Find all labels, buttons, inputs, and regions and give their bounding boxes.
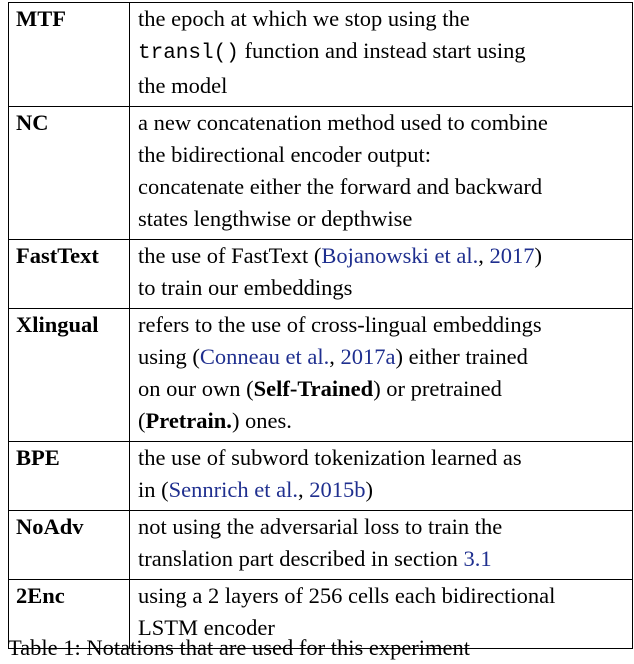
bold-term: Pretrain. <box>145 408 232 433</box>
term-cell: MTF <box>9 3 130 107</box>
citation-author-link[interactable]: Sennrich et al. <box>168 477 298 502</box>
description-text: ) <box>534 243 542 268</box>
term-cell: 2Enc <box>9 580 130 649</box>
description-text: using ( <box>138 344 200 369</box>
description-cell <box>130 442 633 511</box>
description-text: , <box>297 477 310 502</box>
description-cell <box>130 240 633 309</box>
table-row <box>9 3 633 107</box>
description-text: , <box>478 243 490 268</box>
description-text: ) or pretrained <box>373 376 502 401</box>
description-text: to train our embeddings <box>138 275 353 300</box>
term-cell: BPE <box>9 442 130 511</box>
citation-year-link[interactable]: 2017a <box>340 344 396 369</box>
term-cell: NC <box>9 107 130 240</box>
table-row <box>9 442 633 511</box>
description-text: the epoch at which we stop using the <box>138 6 470 31</box>
description-text: ) <box>365 477 373 502</box>
term-cell: FastText <box>9 240 130 309</box>
section-ref-link[interactable]: 3.1 <box>463 546 492 571</box>
description-text: the use of subword tokenization learned as <box>138 445 522 470</box>
description-text: concatenate either the forward and backward <box>138 174 543 199</box>
description-cell <box>130 511 633 580</box>
description-text: the model <box>138 73 228 98</box>
description-text: ( <box>138 408 146 433</box>
abbreviation-table <box>8 2 633 649</box>
table-row <box>9 107 633 240</box>
term-cell: NoAdv <box>9 511 130 580</box>
description-text: not using the adversarial loss to train the <box>138 514 503 539</box>
code-span: transl() <box>138 42 239 65</box>
description-text: on our own ( <box>138 376 254 401</box>
table-row <box>9 309 633 442</box>
description-text: ) either trained <box>395 344 528 369</box>
description-text: function and instead start using <box>238 38 526 63</box>
description-text: LSTM encoder <box>138 615 275 640</box>
table-caption: Table 1: Notations that are used for this experiment <box>8 635 471 660</box>
description-cell <box>130 3 633 107</box>
description-text: refers to the use of cross-lingual embeddings <box>138 312 542 337</box>
description-text: in ( <box>138 477 169 502</box>
table-row <box>9 511 633 580</box>
description-cell <box>130 107 633 240</box>
citation-year-link[interactable]: 2017 <box>489 243 535 268</box>
description-text: using a 2 layers of 256 cells each bidirectional <box>138 583 556 608</box>
description-text: the bidirectional encoder output: <box>138 142 432 167</box>
description-text: a new concatenation method used to combine <box>138 110 548 135</box>
description-text: states lengthwise or depthwise <box>138 206 413 231</box>
citation-year-link[interactable]: 2015b <box>309 477 366 502</box>
table-row <box>9 240 633 309</box>
description-text: translation part described in section <box>138 546 464 571</box>
bold-term: Self-Trained <box>253 376 374 401</box>
description-cell <box>130 309 633 442</box>
term-cell: Xlingual <box>9 309 130 442</box>
description-text: ) ones. <box>231 408 292 433</box>
citation-author-link[interactable]: Bojanowski et al. <box>321 243 479 268</box>
description-text: the use of FastText ( <box>138 243 322 268</box>
citation-author-link[interactable]: Conneau et al. <box>199 344 330 369</box>
description-text: , <box>329 344 341 369</box>
